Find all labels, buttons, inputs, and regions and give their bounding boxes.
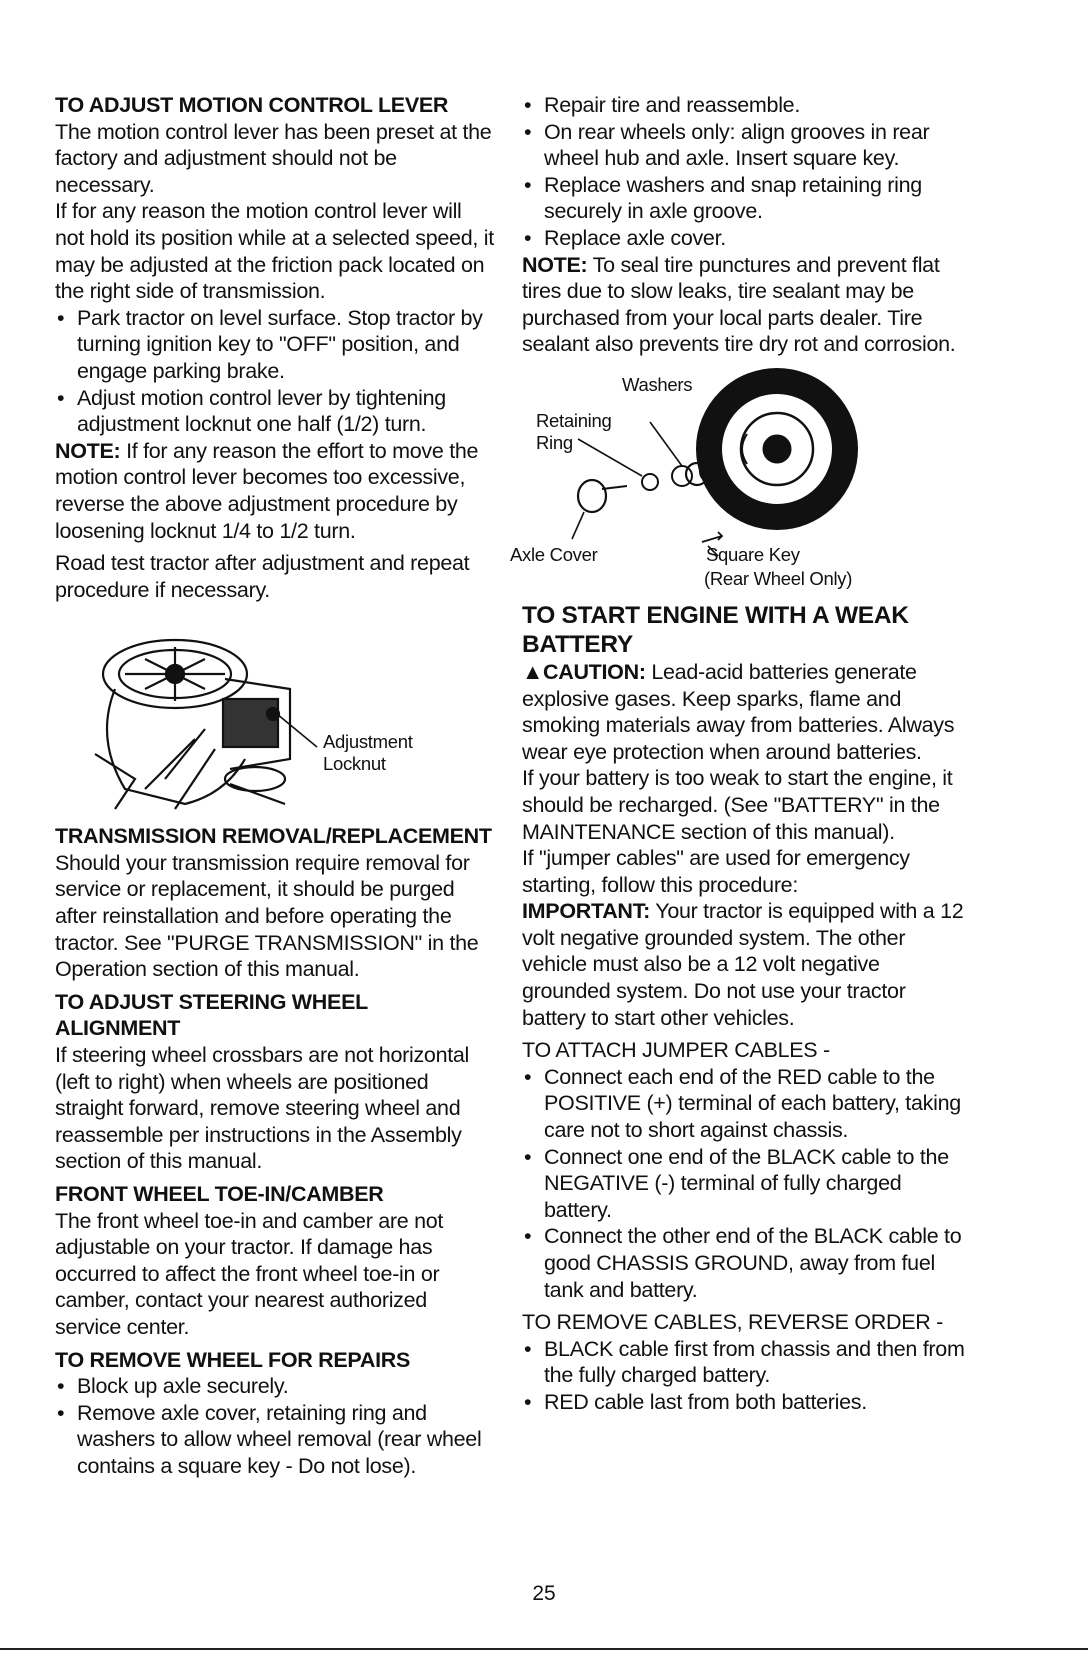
attach-cables-heading: TO ATTACH JUMPER CABLES -: [522, 1038, 830, 1063]
note-text: To seal tire punctures and prevent flat tires due to slow leaks, tire sealant may be purchased from your local parts dealer. Tire sealant also prevents tire dry rot and corrosion.: [522, 252, 956, 357]
caution-paragraph: [522, 659, 972, 765]
adjustment-locknut-label: [323, 731, 413, 775]
weak-battery-paragraph-1: If your battery is too weak to start the engine, it should be recharged. (See "BATTERY" in the MAINTENANCE section of this manual).: [522, 766, 953, 844]
caution-text: Lead-acid batteries generate explosive gases. Keep sparks, flame and smoking materials away from batteries. Always wear eye protection when around batteries.: [522, 659, 955, 764]
caution-label: [522, 660, 646, 684]
bottom-edge-rule: [0, 1648, 1088, 1650]
list-item: • On rear wheels only: align grooves in rear wheel hub and axle. Insert square key.: [522, 119, 972, 172]
list-item: • Repair tire and reassemble.: [522, 92, 972, 119]
motion-control-paragraph-2: If for any reason the motion control lever will not hold its position while at a selected speed, it may be adjusted at the friction pack located on the right side of transmission.: [55, 199, 494, 304]
transmission-figure: [55, 619, 495, 819]
weak-battery-heading: TO START ENGINE WITH A WEAK BATTERY: [522, 601, 909, 658]
important-text: Your tractor is equipped with a 12 volt negative grounded system. The other vehicle must also be a 12 volt negative grounded system. Do not use your tractor battery to start other vehicles.: [522, 899, 964, 1030]
list-item: • Connect each end of the RED cable to the POSITIVE (+) terminal of each battery, taking care not to short against chassis.: [522, 1064, 972, 1144]
note-text: If for any reason the effort to move the motion control lever becomes too excessive, reverse the above adjustment procedure by loosening locknut 1/4 to 1/2 turn.: [55, 438, 479, 543]
road-test-paragraph: Road test tractor after adjustment and repeat procedure if necessary.: [55, 551, 470, 602]
motion-control-paragraph-1: The motion control lever has been preset at the factory and adjustment should not be necessary.: [55, 119, 492, 197]
note-label: NOTE:: [55, 438, 121, 463]
tire-sealant-note: [522, 252, 972, 358]
axle-cover-label: Axle Cover: [510, 543, 598, 565]
remove-cables-steps: [522, 1336, 972, 1416]
remove-wheel-heading: TO REMOVE WHEEL FOR REPAIRS: [55, 1347, 411, 1372]
list-item: • Connect the other end of the BLACK cable to good CHASSIS GROUND, away from fuel tank and battery.: [522, 1223, 972, 1303]
wheel-figure: [510, 364, 972, 599]
important-paragraph: [522, 898, 972, 1031]
note-label: NOTE:: [522, 252, 588, 277]
list-item: • Replace washers and snap retaining ring securely in axle groove.: [522, 172, 972, 225]
transmission-paragraph: Should your transmission require removal for service or replacement, it should be purged after reinstallation and before operating the tractor. See "PURGE TRANSMISSION" in the Operation section of this manual.: [55, 850, 479, 982]
retaining-ring-label: [536, 410, 611, 454]
steering-alignment-heading: TO ADJUST STEERING WHEEL ALIGNMENT: [55, 989, 368, 1041]
remove-wheel-steps: [55, 1373, 495, 1479]
list-item: • Connect one end of the BLACK cable to the NEGATIVE (-) terminal of fully charged battery.: [522, 1144, 972, 1224]
caution-label-text: CAUTION:: [542, 659, 646, 684]
rear-wheel-only-label: (Rear Wheel Only): [704, 567, 853, 589]
list-item: • Replace axle cover.: [522, 225, 972, 252]
washers-label: Washers: [622, 373, 693, 395]
list-item: • Block up axle securely.: [55, 1373, 495, 1400]
transmission-illustration: [55, 619, 495, 819]
list-item: • BLACK cable first from chassis and then from the fully charged battery.: [522, 1336, 972, 1389]
square-key-label: Square Key: [706, 543, 800, 565]
callout-line: Adjustment: [323, 731, 413, 753]
transmission-heading: TRANSMISSION REMOVAL/REPLACEMENT: [55, 824, 492, 849]
right-column: [510, 92, 972, 1416]
important-label: IMPORTANT:: [522, 899, 650, 924]
motion-control-heading: TO ADJUST MOTION CONTROL LEVER: [55, 93, 449, 117]
remove-cables-heading: TO REMOVE CABLES, REVERSE ORDER -: [522, 1310, 943, 1335]
toe-camber-heading: FRONT WHEEL TOE-IN/CAMBER: [55, 1182, 384, 1206]
callout-line: Locknut: [323, 753, 386, 775]
callout-line: Retaining: [536, 409, 612, 431]
list-item: • RED cable last from both batteries.: [522, 1389, 972, 1416]
steering-alignment-paragraph: If steering wheel crossbars are not horizontal (left to right) when wheels are positioned straight forward, remove steering wheel and reassemble per instructions in the Assembly section of this manual.: [55, 1043, 470, 1174]
attach-cables-steps: [522, 1064, 972, 1303]
motion-control-note: [55, 438, 495, 544]
list-item: • Remove axle cover, retaining ring and washers to allow wheel removal (rear wheel contains a square key - Do not lose).: [55, 1400, 495, 1480]
callout-line: Ring: [536, 431, 573, 453]
page-number: 25: [532, 1582, 556, 1605]
left-column: [55, 92, 495, 1480]
toe-camber-paragraph: The front wheel toe-in and camber are not adjustable on your tractor. If damage has occurred to affect the front wheel toe-in or camber, contact your nearest authorized service center.: [55, 1208, 444, 1339]
repair-steps: [522, 92, 972, 252]
list-item: • Park tractor on level surface. Stop tractor by turning ignition key to "OFF" position, and engage parking brake.: [55, 305, 495, 385]
list-item: • Adjust motion control lever by tightening adjustment locknut one half (1/2) turn.: [55, 385, 495, 438]
caution-triangle-icon: ▲: [522, 659, 543, 684]
weak-battery-paragraph-2: If "jumper cables" are used for emergency starting, follow this procedure:: [522, 846, 910, 897]
motion-control-steps: [55, 305, 495, 438]
